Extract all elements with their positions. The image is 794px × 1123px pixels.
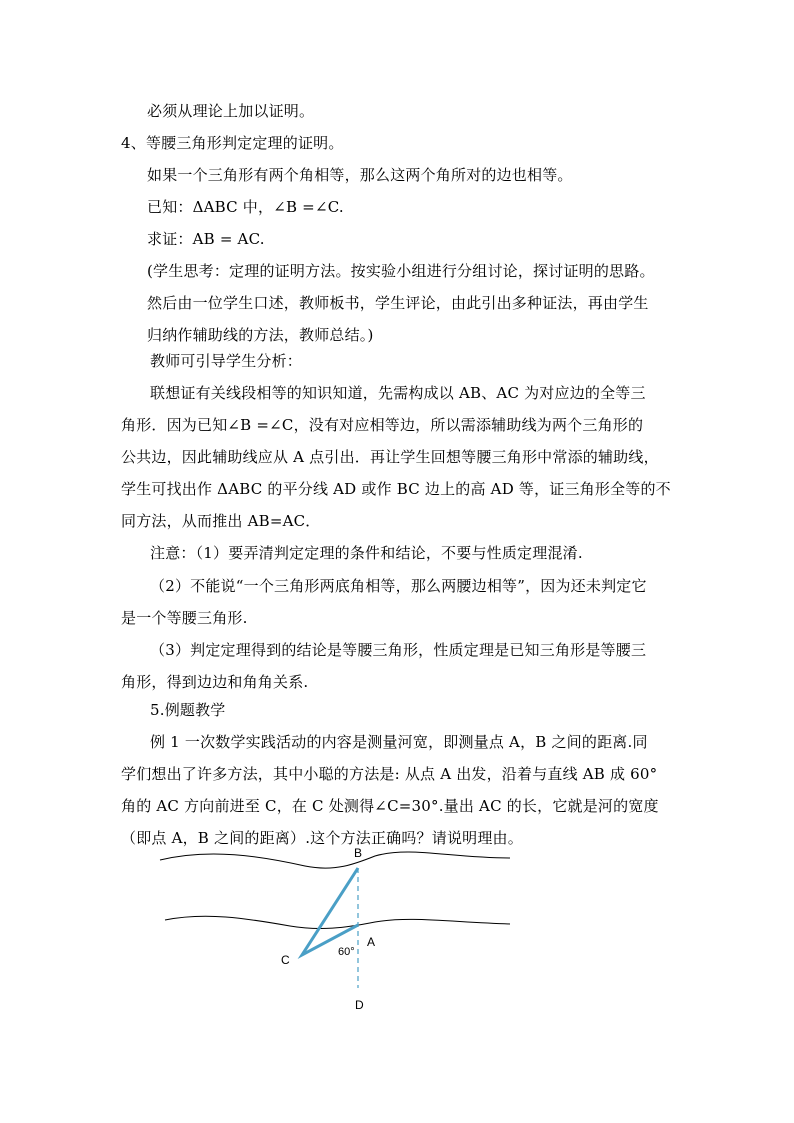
text-line-17: 是一个等腰三角形.	[121, 609, 248, 627]
angle-label-60: 60°	[338, 946, 355, 958]
river-width-figure	[150, 838, 530, 1018]
text-line-7: 然后由一位学生口述，教师板书，学生评论，由此引出多种证法，再由学生	[147, 294, 649, 312]
label-b: B	[354, 846, 363, 860]
label-d: D	[355, 998, 364, 1012]
example-line-1: 例 1 一次数学实践活动的内容是测量河宽，即测量点 A，B 之间的距离.同	[150, 733, 648, 751]
given-statement: 已知：ΔABC 中，∠B =∠C.	[147, 198, 344, 216]
river-bank-upper	[160, 852, 510, 868]
text-line-14: 同方法，从而推出 AB=AC．	[121, 512, 321, 530]
text-line-9: 教师可引导学生分析：	[150, 352, 303, 370]
note-2: （2）不能说“一个三角形两底角相等，那么两腰边相等”，因为还未判定它	[150, 577, 647, 595]
section-heading-5: 5.例题教学	[150, 701, 226, 719]
text-line-13: 学生可找出作 ΔABC 的平分线 AD 或作 BC 边上的高 AD 等，证三角形全等的不	[121, 480, 671, 498]
example-line-2: 学们想出了许多方法，其中小聪的方法是: 从点 A 出发，沿着与直线 AB 成 60°	[121, 765, 658, 783]
text-line-6: (学生思考：定理的证明方法。按实验小组进行分组讨论，探讨证明的思路。	[147, 262, 655, 280]
triangle-bca	[302, 868, 358, 955]
text-line-8: 归纳作辅助线的方法，教师总结。)	[147, 326, 374, 344]
text-line-10: 联想证有关线段相等的知识知道，先需构成以 AB、AC 为对应边的全等三	[150, 384, 646, 402]
prove-statement: 求证：AB = AC.	[147, 230, 265, 248]
label-c: C	[281, 953, 290, 967]
section-heading-4: 4、等腰三角形判定定理的证明。	[121, 134, 344, 152]
label-a: A	[367, 935, 376, 949]
example-line-4: （即点 A，B 之间的距离）.这个方法正确吗？请说明理由。	[121, 829, 523, 847]
example-line-3: 角的 AC 方向前进至 C，在 C 处测得∠C=30°.量出 AC 的长，它就是河的宽度	[121, 797, 659, 815]
text-line-1: 必须从理论上加以证明。	[147, 102, 315, 120]
note-1: 注意：（1）要弄清判定定理的条件和结论，不要与性质定理混淆.	[150, 544, 583, 562]
text-line-11: 角形．因为已知∠B =∠C，没有对应相等边，所以需添辅助线为两个三角形的	[121, 416, 644, 434]
river-bank-lower	[165, 916, 510, 928]
text-line-19: 角形，得到边边和角角关系.	[121, 673, 309, 691]
note-3: （3）判定定理得到的结论是等腰三角形，性质定理是已知三角形是等腰三	[150, 641, 647, 659]
text-line-12: 公共边，因此辅助线应从 A 点引出．再让学生回想等腰三角形中常添的辅助线，	[121, 448, 659, 466]
theorem-statement: 如果一个三角形有两个角相等，那么这两个角所对的边也相等。	[147, 166, 573, 184]
